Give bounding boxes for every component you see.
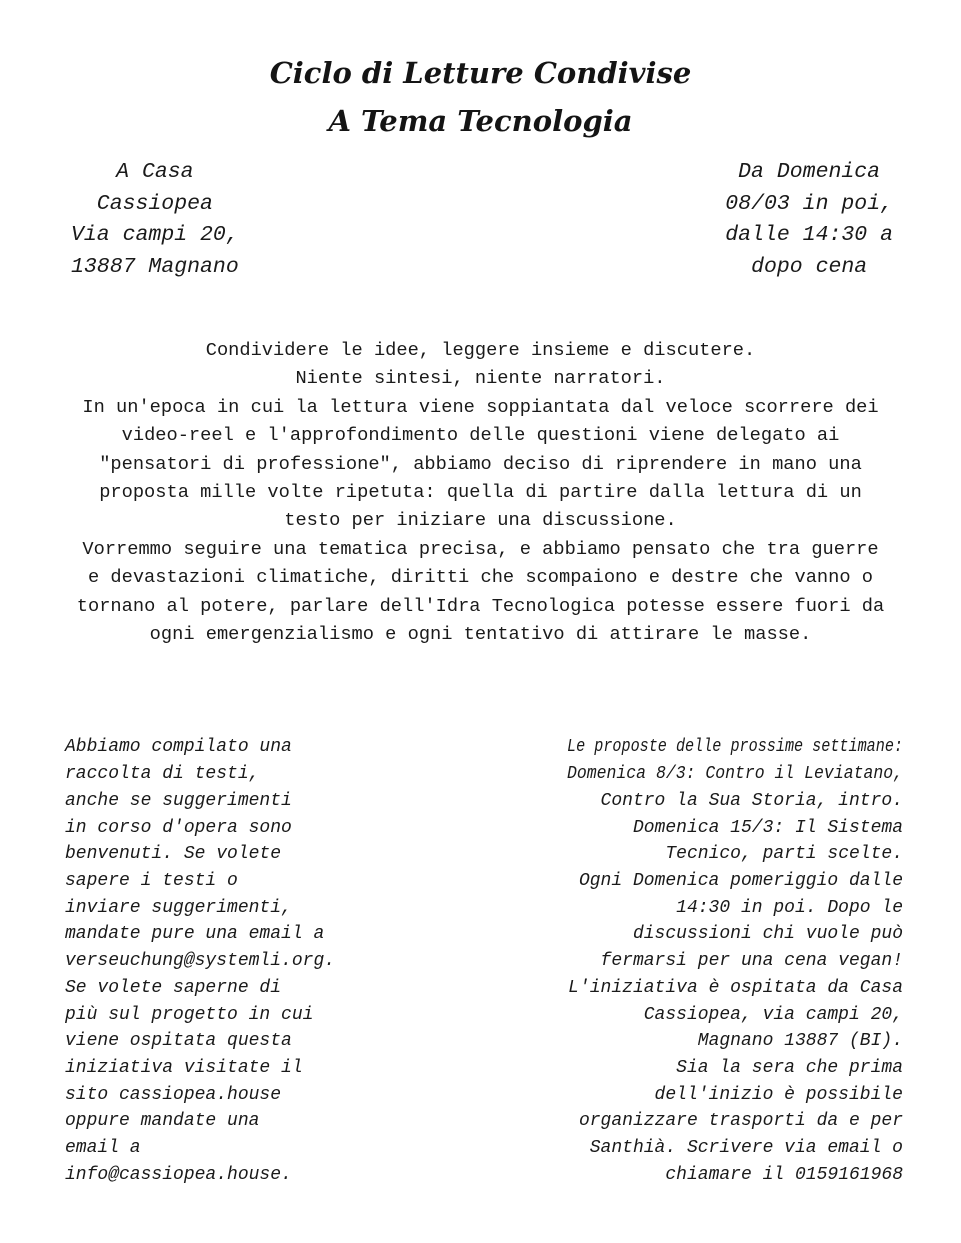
texts-info-line: [65, 841, 337, 868]
text-line-content: Cassiopea, via campi 20,: [643, 1004, 903, 1025]
schedule-line: [725, 220, 893, 252]
program-info-line: [567, 1162, 903, 1189]
text-line-content: ogni emergenzialismo e ogni tentativo di attirare le masse.: [149, 623, 812, 646]
intro-line: [66, 364, 896, 392]
texts-info-line: [65, 815, 337, 842]
bottom-columns: [0, 734, 961, 1188]
text-line-content: organizzare trasporti da e per: [578, 1111, 903, 1132]
program-info-line: [567, 788, 903, 815]
text-line-content: verseuchung@systemli.org.: [65, 951, 336, 972]
text-line-content: 13887 Magnano: [71, 254, 239, 279]
text-line-content: tornano al potere, parlare dell'Idra Tecnologica potesse essere fuori da: [76, 594, 885, 617]
text-line-content: Tecnico, parti scelte.: [665, 844, 903, 865]
text-line-content: più sul progetto in cui: [65, 1004, 314, 1025]
text-line-content: info@cassiopea.house.: [65, 1164, 292, 1185]
program-info-line: [567, 895, 903, 922]
text-line-content: sito cassiopea.house: [65, 1084, 282, 1105]
intro-line: [66, 620, 896, 648]
intro-line: [66, 506, 896, 534]
texts-info-line: [65, 1055, 337, 1082]
text-line-content: iniziativa visitate il: [65, 1057, 303, 1078]
text-line-content: Le proposte delle prossime settimane:: [567, 737, 903, 758]
text-line-content: L'iniziativa è ospitata da Casa: [568, 977, 903, 998]
text-line-content: viene ospitata questa: [65, 1031, 292, 1052]
text-line-content: proposta mille volte ripetuta: quella di partire dalla lettura di un: [99, 481, 862, 504]
text-line-content: Sia la sera che prima: [676, 1057, 903, 1078]
text-line-content: in corso d'opera sono: [65, 817, 292, 838]
texts-info-line: [65, 895, 337, 922]
texts-info-line: [65, 1002, 337, 1029]
venue-address-line: [71, 252, 239, 284]
text-line-content: mandate pure una email a: [65, 924, 325, 945]
program-info-line: [567, 1135, 903, 1162]
text-line-content: Via campi 20,: [71, 223, 239, 247]
texts-info-line: [65, 1162, 337, 1189]
program-info-line: [567, 948, 903, 975]
venue-address-line: [71, 189, 239, 221]
intro-line: [66, 563, 896, 591]
program-info-line: [567, 815, 903, 842]
text-line-content: discussioni chi vuole può: [632, 924, 903, 945]
intro-line: [66, 592, 896, 620]
texts-info-line: [65, 761, 337, 788]
texts-info-column: [65, 734, 337, 1188]
text-line-content: testo per iniziare una discussione.: [284, 509, 677, 532]
page-title-line2: A Tema Tecnologia: [328, 104, 633, 138]
texts-info-line: [65, 1082, 337, 1109]
texts-info-line: [65, 868, 337, 895]
text-line-content: Da Domenica: [738, 160, 881, 184]
text-line-content: 08/03 in poi,: [725, 191, 893, 216]
text-line-content: email a: [65, 1138, 141, 1159]
texts-info-line: [65, 1108, 337, 1135]
intro-line: [66, 450, 896, 478]
text-line-content: fermarsi per una cena vegan!: [600, 951, 903, 972]
text-line-content: Abbiamo compilato una: [65, 737, 292, 758]
text-line-content: Vorremmo seguire una tematica precisa, e abbiamo pensato che tra guerre: [82, 537, 879, 560]
texts-info-line: [65, 788, 337, 815]
text-line-content: dopo cena: [751, 254, 868, 279]
text-line-content: Domenica 15/3: Il Sistema: [632, 817, 903, 838]
text-line-content: Condividere le idee, leggere insieme e discutere.: [205, 339, 756, 361]
text-line-content: chiamare il 0159161968: [665, 1164, 903, 1185]
text-line-content: "pensatori di professione", abbiamo deciso di riprendere in mano una: [99, 452, 862, 475]
text-line-content: Domenica 8/3: Contro il Leviatano,: [567, 764, 903, 785]
program-info-column: [567, 734, 903, 1188]
program-info-line: [567, 1028, 903, 1055]
text-line-content: Ogni Domenica pomeriggio dalle: [578, 870, 903, 891]
text-line-content: e devastazioni climatiche, diritti che scompaiono e destre che vanno o: [87, 566, 873, 589]
program-info-line: [567, 868, 903, 895]
texts-info-line: [65, 734, 337, 761]
schedule-line: [725, 157, 893, 189]
texts-info-line: [65, 975, 337, 1002]
text-line-content: Niente sintesi, niente narratori.: [295, 367, 666, 390]
page-title-line1: Ciclo di Letture Condivise: [269, 56, 692, 90]
intro-line: [66, 393, 896, 421]
text-line-content: Contro la Sua Storia, intro.: [600, 790, 903, 811]
program-info-line: [567, 1108, 903, 1135]
texts-info-line: [65, 1028, 337, 1055]
intro-paragraph: [66, 336, 896, 648]
text-line-content: video-reel e l'approfondimento delle questioni viene delegato ai: [121, 424, 840, 447]
text-line-content: Santhià. Scrivere via email o: [589, 1138, 903, 1159]
text-line-content: raccolta di testi,: [65, 764, 260, 785]
venue-address-block: [71, 157, 239, 283]
program-info-line: [567, 1055, 903, 1082]
text-line-content: oppure mandate una: [65, 1111, 260, 1132]
intro-line: [66, 478, 896, 506]
program-info-line: [567, 921, 903, 948]
program-info-line: [567, 975, 903, 1002]
text-line-content: 14:30 in poi. Dopo le: [676, 897, 903, 918]
program-info-line: [567, 1082, 903, 1109]
program-info-line: [567, 761, 903, 788]
text-line-content: A Casa: [116, 160, 194, 184]
program-info-line: [567, 734, 903, 761]
header-info-row: [0, 157, 961, 283]
text-line-content: Magnano 13887 (BI).: [697, 1031, 903, 1052]
schedule-block: [725, 157, 893, 283]
intro-line: [66, 336, 896, 364]
text-line-content: In un'epoca in cui la lettura viene soppiantata dal veloce scorrere dei: [82, 395, 879, 418]
schedule-line: [725, 252, 893, 284]
texts-info-line: [65, 948, 337, 975]
text-line-content: sapere i testi o: [65, 870, 238, 891]
program-info-line: [567, 841, 903, 868]
intro-line: [66, 535, 896, 563]
program-info-line: [567, 1002, 903, 1029]
text-line-content: Cassiopea: [96, 191, 213, 216]
text-line-content: Se volete saperne di: [65, 977, 282, 998]
text-line-content: dalle 14:30 a: [725, 223, 893, 247]
text-line-content: dell'inizio è possibile: [654, 1084, 903, 1105]
text-line-content: benvenuti. Se volete: [65, 844, 282, 865]
venue-address-line: [71, 220, 239, 252]
texts-info-line: [65, 921, 337, 948]
texts-info-line: [65, 1135, 337, 1162]
intro-line: [66, 421, 896, 449]
text-line-content: anche se suggerimenti: [65, 790, 292, 811]
venue-address-line: [71, 157, 239, 189]
schedule-line: [725, 189, 893, 221]
text-line-content: inviare suggerimenti,: [65, 897, 292, 918]
